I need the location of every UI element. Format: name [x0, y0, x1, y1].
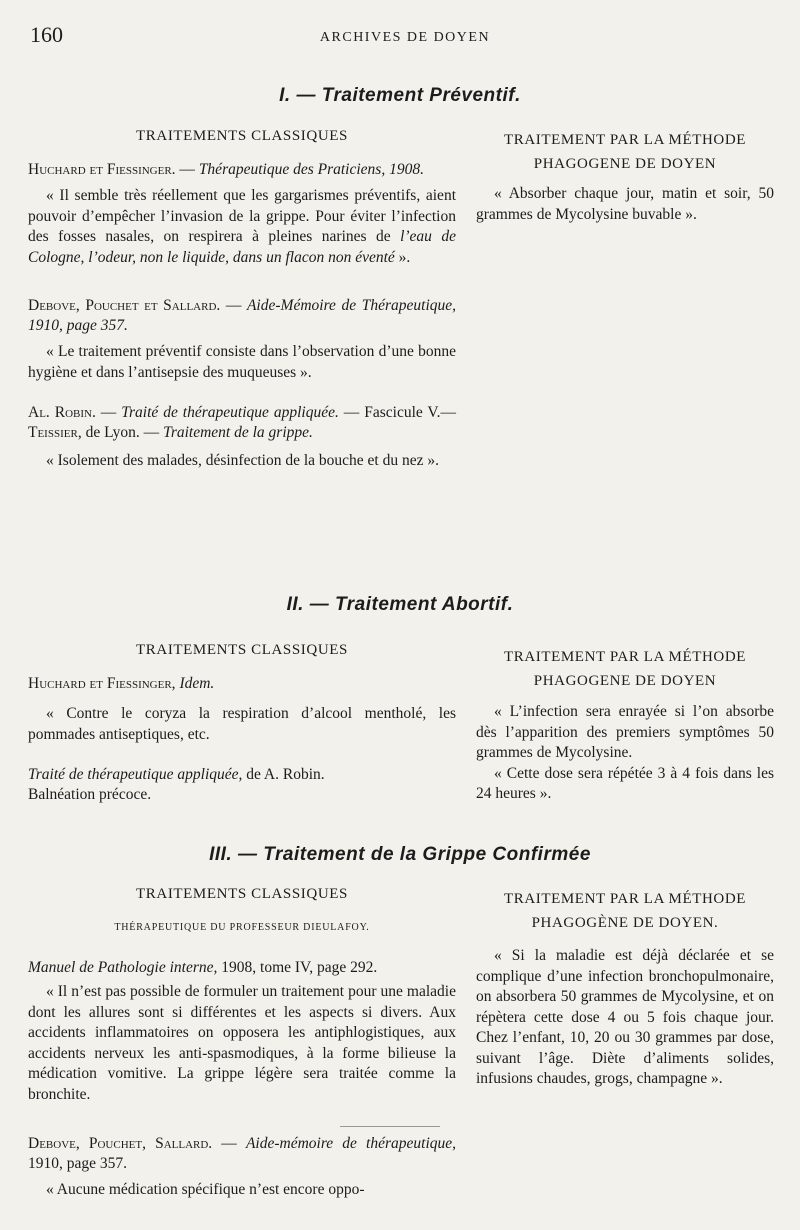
- reference-extra: — Fascicule V.—: [338, 404, 457, 421]
- left-column-section-3-continued: [28, 1134, 456, 1201]
- reference-title: Aide-Mémoire de Thérapeutique, 1910, page 357.: [28, 297, 457, 334]
- reference-extra-title: Traitement de la grippe.: [163, 424, 313, 441]
- reference: [28, 674, 456, 694]
- right-quote-section-3: « Si la maladie est déjà déclarée et se complique d’une infection bronchopulmonaire, on absorbera 50 grammes de Mycolysine, et on répètera cette dose 4 ou 5 fois chaque jour. Chez l’enfant, 10, 20 ou 30 grammes par dose, suivant l’âge. Diète d’aliments solides, infusions chaudes, grogs, champagne ».: [476, 947, 774, 1087]
- quote: « L’infection sera enrayée si l’on absorbe dès l’apparition des premiers symptômes 50 grammes de Mycolysine.: [476, 703, 774, 761]
- right-heading-3: [476, 887, 774, 935]
- reference-authors: Huchard et Fiessinger,: [28, 675, 176, 692]
- quote-italic: l’eau de Cologne, l’odeur, non le liquide, dans un flacon non éventé: [28, 228, 456, 266]
- quote: « Contre le coryza la respiration d’alcool mentholé, les pommades antiseptiques, etc.: [28, 705, 456, 743]
- reference-title: Manuel de Pathologie interne,: [28, 959, 218, 976]
- right-heading-line: PHAGOGENE DE DOYEN: [533, 156, 717, 172]
- reference-extra-author: Teissier: [28, 424, 78, 441]
- right-quote-section-1: « Absorber chaque jour, matin et soir, 50 grammes de Mycolysine buvable ».: [476, 185, 774, 223]
- divider-rule: [340, 1126, 440, 1127]
- reference-authors: Al. Robin. —: [28, 404, 117, 421]
- quote: « Le traitement préventif consiste dans l’observation d’une bonne hygiène et dans l’antisepsie des muqueuses ».: [28, 343, 456, 381]
- left-column-section-3: [28, 958, 456, 1105]
- reference-title: Traité de thérapeutique appliquée.: [121, 404, 339, 421]
- reference: [28, 160, 456, 180]
- reference-rest: 1910, page 357.: [28, 1155, 128, 1172]
- reference-authors: Huchard et Fiessinger. —: [28, 161, 195, 178]
- left-heading-1: TRAITEMENTS CLASSIQUES: [136, 128, 348, 144]
- reference: [28, 1134, 456, 1174]
- running-title: ARCHIVES DE DOYEN: [319, 30, 491, 45]
- left-column-section-1: [28, 160, 456, 472]
- reference-title: Aide-mémoire de thérapeutique,: [245, 1135, 457, 1152]
- right-heading-line: PHAGOGÈNE DE DOYEN.: [531, 915, 719, 931]
- right-heading-2: [476, 645, 774, 693]
- left-subheading-3: THÉRAPEUTIQUE DU PROFESSEUR DIEULAFOY.: [114, 922, 370, 933]
- page-number: 160: [30, 22, 63, 47]
- reference-rest: 1908, tome IV, page 292.: [217, 959, 378, 976]
- section-title-abortif: II. — Traitement Abortif.: [286, 594, 514, 615]
- quote: « Isolement des malades, désinfection de la bouche et du nez ».: [46, 452, 439, 469]
- reference: [28, 958, 456, 978]
- right-column-section-2: [476, 702, 774, 805]
- reference-authors: Debove, Pouchet et Sallard. —: [28, 297, 242, 314]
- right-heading-1: [476, 128, 774, 176]
- right-heading-line: TRAITEMENT PAR LA MÉTHODE: [503, 891, 747, 907]
- left-column-section-2: [28, 674, 456, 805]
- right-heading-line: PHAGOGENE DE DOYEN: [533, 673, 717, 689]
- reference-extra: , de Lyon. —: [77, 424, 164, 441]
- quote-end: ».: [398, 248, 411, 266]
- reference-title: Idem.: [179, 675, 215, 692]
- quote: « Aucune médication spécifique n’est encore oppo-: [46, 1181, 365, 1198]
- reference: [28, 403, 456, 443]
- reference-rest: de A. Robin.: [242, 766, 325, 783]
- reference-line: Balnéation précoce.: [28, 786, 152, 803]
- right-heading-line: TRAITEMENT PAR LA MÉTHODE: [503, 132, 747, 148]
- right-heading-line: TRAITEMENT PAR LA MÉTHODE: [503, 649, 747, 665]
- quote-text: « Il semble très réellement que les gargarismes préventifs, aient pouvoir d’empêcher l’invasion de la grippe. Pour éviter l’infection des fosses nasales, on respirera à pleines narines de: [28, 187, 456, 245]
- reference: [28, 765, 456, 785]
- reference-title: Thérapeutique des Praticiens, 1908.: [198, 161, 424, 178]
- reference: [28, 296, 456, 336]
- left-heading-3: TRAITEMENTS CLASSIQUES: [136, 886, 348, 902]
- reference-title: Traité de thérapeutique appliquée,: [28, 766, 243, 783]
- section-title-confirmee: III. — Traitement de la Grippe Confirmée: [209, 844, 591, 865]
- reference-authors: Debove, Pouchet, Sallard. —: [28, 1135, 237, 1152]
- quote: [28, 186, 456, 268]
- quote: « Cette dose sera répétée 3 à 4 fois dans les 24 heures ».: [476, 764, 774, 802]
- left-heading-2: TRAITEMENTS CLASSIQUES: [136, 642, 348, 658]
- section-title-preventif: I. — Traitement Préventif.: [279, 85, 521, 106]
- quote: « Il n’est pas possible de formuler un traitement pour une maladie dont les allures sont si différentes et les aspects si divers. Aux accidents inflammatoires on opposera les antiphlogistiques, aux accidents nerveux les anti-spasmodiques, à la forme bilieuse la médication vomitive. La grippe légère sera traitée comme la bronchite.: [28, 983, 456, 1103]
